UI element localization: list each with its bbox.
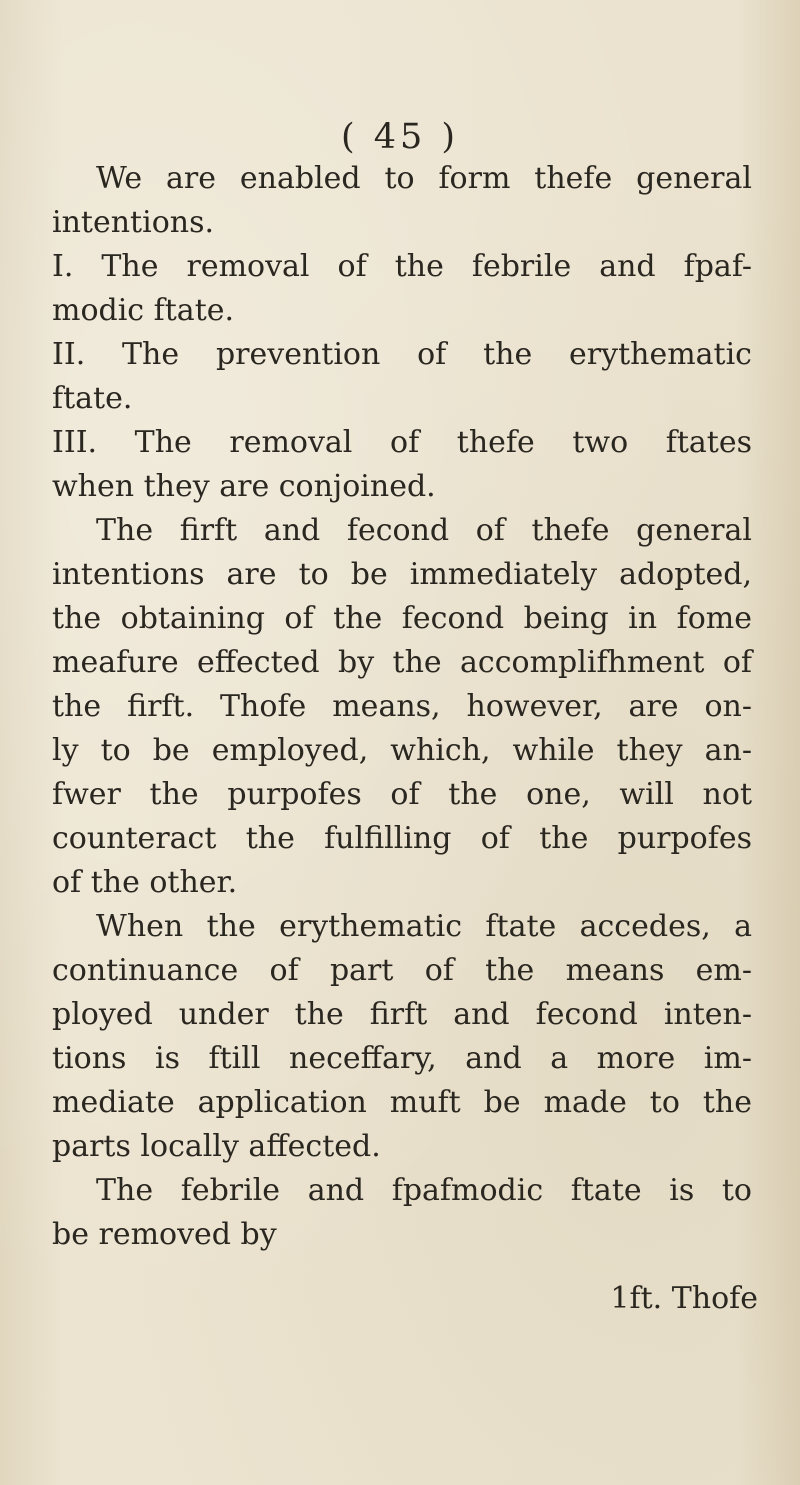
text-line: III. The removal of thefe two ftates xyxy=(52,425,752,460)
text-line: counteract the fulfilling of the purpofes xyxy=(52,821,752,856)
text-line: intentions. xyxy=(52,205,215,240)
page-number: ( 45 ) xyxy=(340,117,460,157)
text-line: modic ftate. xyxy=(52,293,235,328)
text-line: ployed under the firft and fecond inten- xyxy=(52,997,752,1032)
body-text xyxy=(0,157,800,1457)
text-line: when they are conjoined. xyxy=(52,469,436,504)
text-line: When the erythematic ftate accedes, a xyxy=(96,909,752,944)
text-line: the obtaining of the fecond being in fome xyxy=(52,601,752,636)
text-line: continuance of part of the means em- xyxy=(52,953,752,988)
text-line: The febrile and fpafmodic ftate is to xyxy=(96,1173,752,1208)
text-line: of the other. xyxy=(52,865,238,900)
text-line: ly to be employed, which, while they an- xyxy=(52,733,752,768)
text-line: mediate application muft be made to the xyxy=(52,1085,752,1120)
text-line: be removed by xyxy=(52,1217,277,1252)
text-line: fwer the purpofes of the one, will not xyxy=(52,777,752,812)
text-line: II. The prevention of the erythematic xyxy=(52,337,752,372)
text-line: meafure effected by the accomplifhment of xyxy=(52,645,752,680)
text-line: tions is ftill neceffary, and a more im- xyxy=(52,1041,752,1076)
text-line: ftate. xyxy=(52,381,133,416)
text-line: The firft and fecond of thefe general xyxy=(96,513,752,548)
text-line: We are enabled to form thefe general xyxy=(96,161,752,196)
text-line: parts locally affected. xyxy=(52,1129,381,1164)
text-line: the firft. Thofe means, however, are on- xyxy=(52,689,752,724)
catchword: 1ft. Thofe xyxy=(610,1281,758,1316)
text-line: intentions are to be immediately adopted, xyxy=(52,557,752,592)
text-line: I. The removal of the febrile and fpaf- xyxy=(52,249,752,284)
